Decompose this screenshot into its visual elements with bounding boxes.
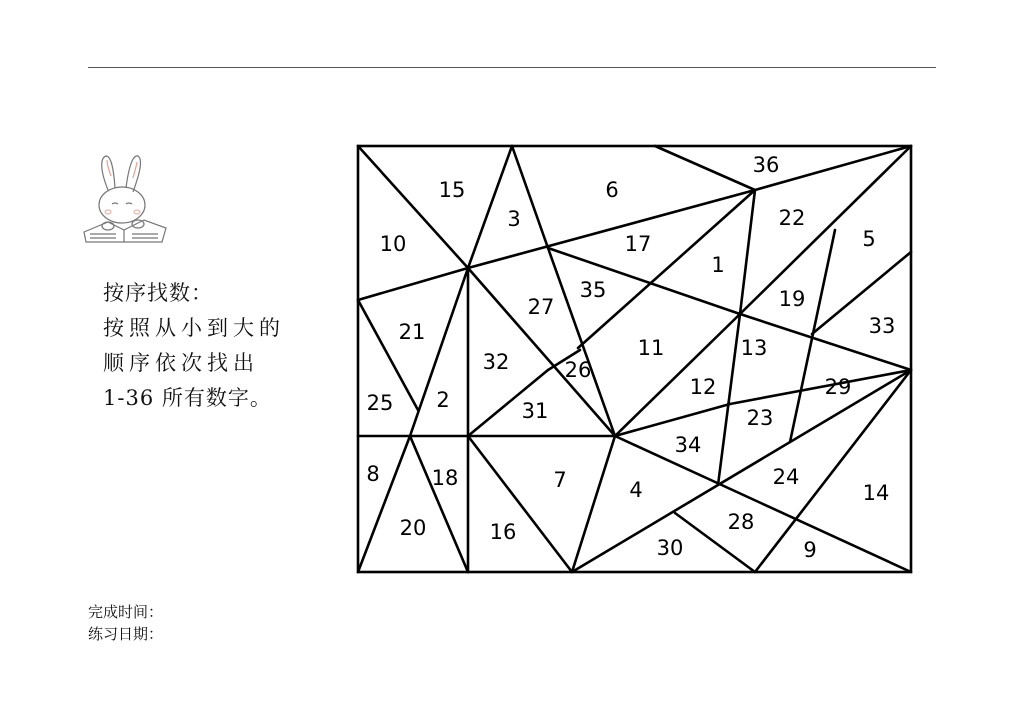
puzzle-number: 6 [605,178,619,202]
puzzle-number: 3 [507,207,521,231]
puzzle-number: 30 [656,536,684,560]
puzzle-number: 22 [778,206,806,230]
puzzle-number: 35 [579,278,607,302]
puzzle-number: 34 [674,433,702,457]
puzzle-number: 11 [637,336,665,360]
instructions-line: 顺序依次找出 [103,351,259,375]
instructions-line: 1-36 所有数字。 [103,386,272,410]
completion-time-label: 完成时间： [88,603,164,621]
puzzle-number: 7 [553,468,567,492]
puzzle-number: 25 [366,391,394,415]
puzzle-number: 32 [482,350,510,374]
puzzle-number: 1 [711,253,725,277]
puzzle-lines [358,146,911,572]
puzzle-number: 29 [824,375,852,399]
puzzle-number: 28 [727,510,755,534]
puzzle-number: 26 [564,358,592,382]
puzzle-number: 21 [398,320,426,344]
puzzle-number: 5 [862,227,876,251]
puzzle-numbers [366,153,895,562]
puzzle-number: 27 [527,295,555,319]
puzzle-number: 4 [629,478,643,502]
puzzle-number: 19 [778,287,806,311]
footer-fields [88,601,163,645]
puzzle-number: 23 [746,406,774,430]
puzzle-number: 8 [366,462,380,486]
puzzle-number: 15 [438,178,466,202]
puzzle-number: 12 [689,375,717,399]
puzzle-number: 36 [752,153,780,177]
puzzle-number: 13 [740,336,768,360]
puzzle-number: 24 [772,465,800,489]
instructions-line: 按照从小到大的 [103,316,285,340]
practice-date-label: 练习日期： [88,625,164,643]
puzzle-number: 18 [431,466,459,490]
puzzle-number: 31 [521,399,549,423]
puzzle-number: 16 [489,520,517,544]
puzzle-number: 10 [379,232,407,256]
puzzle-number: 2 [436,388,450,412]
instructions-title: 按序找数： [103,281,213,305]
puzzle-number: 20 [399,516,427,540]
puzzle-number: 9 [803,538,817,562]
puzzle-number: 33 [868,314,896,338]
puzzle-number: 14 [862,481,890,505]
puzzle-number: 17 [624,232,652,256]
